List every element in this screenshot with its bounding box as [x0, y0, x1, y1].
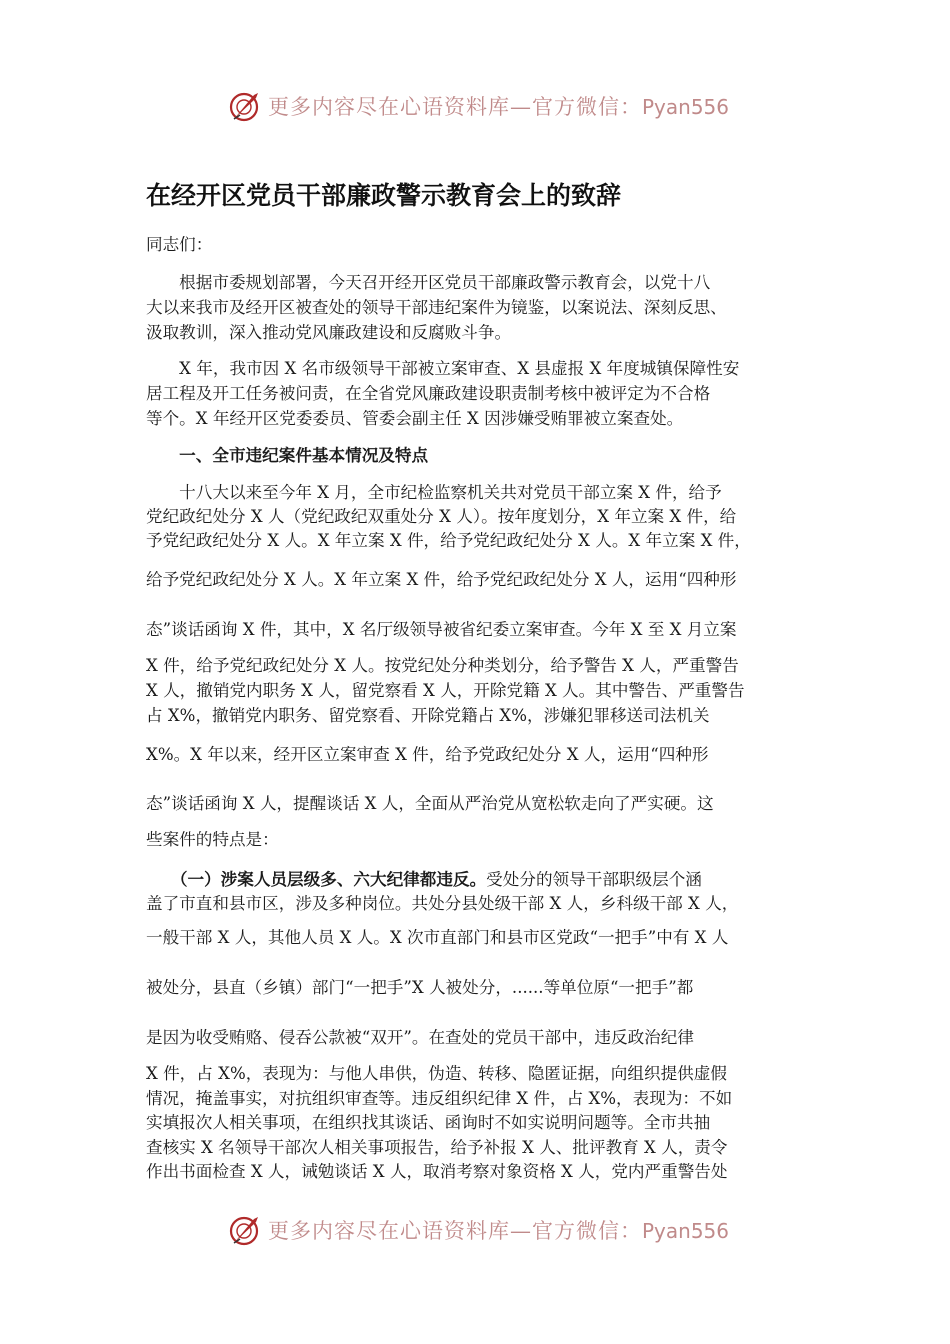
point-one-heading: （一）涉案人员层级多、六大纪律都违反。	[146, 870, 487, 889]
paragraph-background: X 年，我市因 X 名市级领导干部被立案审查、X 县虚报 X 年度城镇保障性安 居工程及开工任务被问责，在全省党风廉政建设职责制考核中被评定为不合格 等个。X 年经开区党委委员、管委会副主任 X 因涉嫌受贿罪被立案查处。	[146, 359, 740, 428]
watermark-banner-top	[228, 86, 729, 126]
watermark-text: 更多内容尽在心语资料库—官方微信：Pyan556	[268, 95, 730, 119]
section-heading: 一、全市违纪案件基本情况及特点	[146, 446, 429, 465]
quill-logo-icon	[228, 89, 262, 123]
watermark-banner-bottom	[228, 1210, 729, 1250]
paragraph-intro: 根据市委规划部署，今天召开经开区党员干部廉政警示教育会，以党十八 大以来我市及经开区被查处的领导干部违纪案件为镜鉴，以案说法、深刻反思、 汲取教训，深入推动党风廉政建设和反腐败斗争。	[146, 273, 727, 342]
quill-logo-icon	[228, 1213, 262, 1247]
document-title: 在经开区党员干部廉政警示教育会上的致辞	[146, 181, 622, 210]
watermark-text: 更多内容尽在心语资料库—官方微信：Pyan556	[268, 1219, 730, 1243]
salutation: 同志们：	[146, 235, 213, 254]
